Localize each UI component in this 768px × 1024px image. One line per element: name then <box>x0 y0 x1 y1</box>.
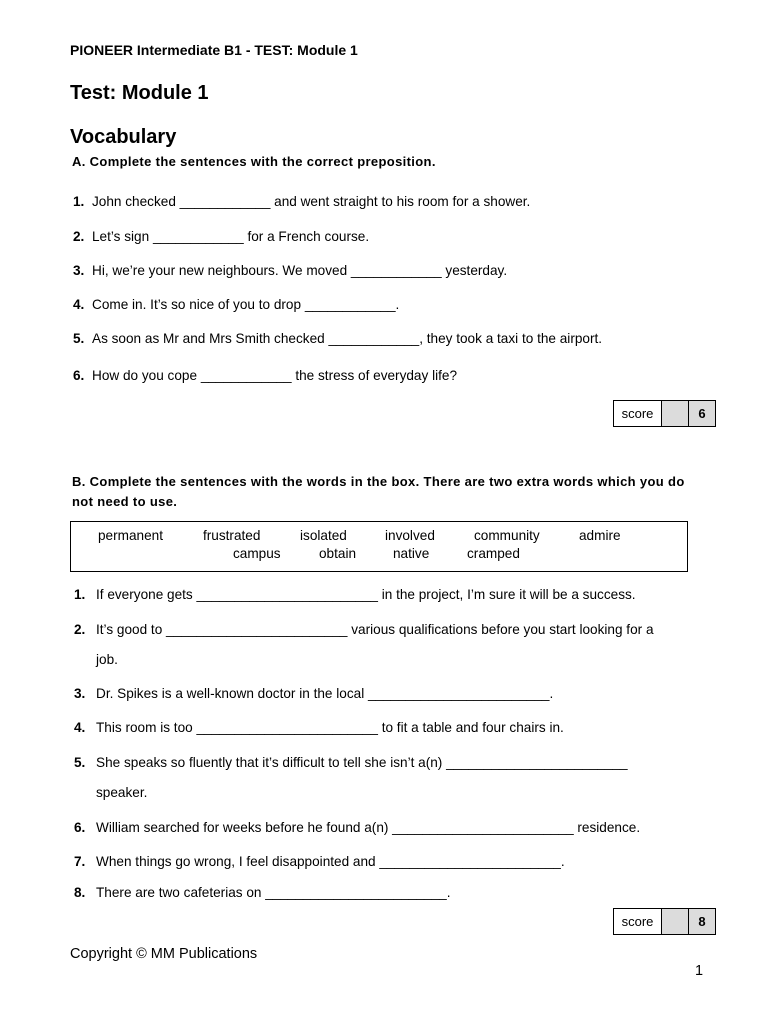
word-box-word: frustrated <box>203 528 261 543</box>
score-label: score <box>614 909 662 934</box>
item-number: 5. <box>74 755 86 770</box>
page-number: 1 <box>695 963 704 979</box>
item-number: 3. <box>73 263 85 278</box>
item-text: If everyone gets ________________________ in the project, I’m sure it will be a success. <box>96 587 636 602</box>
item-number: 6. <box>73 368 85 383</box>
item-text: She speaks so fluently that it’s difficult to tell she isn’t a(n) ________________________ <box>96 755 628 770</box>
word-box-word: community <box>474 528 540 543</box>
item-text: It’s good to ________________________ various qualifications before you start looking for a <box>96 622 654 637</box>
item-number: 6. <box>74 820 86 835</box>
item-number: 1. <box>74 587 86 602</box>
item-number: 3. <box>74 686 86 701</box>
item-number: 2. <box>73 229 85 244</box>
word-box-word: involved <box>385 528 435 543</box>
word-box-word: native <box>393 546 430 561</box>
item-number: 4. <box>74 720 86 735</box>
copyright: Copyright © MM Publications <box>70 946 258 962</box>
item-number: 2. <box>74 622 86 637</box>
item-text: William searched for weeks before he found a(n) ________________________ residence. <box>96 820 641 835</box>
word-box-word: campus <box>233 546 281 561</box>
section-title: Vocabulary <box>70 126 177 148</box>
word-box-word: admire <box>579 528 621 543</box>
item-text: John checked ____________ and went straight to his room for a shower. <box>92 194 531 209</box>
score-label: score <box>614 401 662 426</box>
item-number: 7. <box>74 854 86 869</box>
part-b-item-5-continuation: speaker. <box>96 785 148 800</box>
item-number: 8. <box>74 885 86 900</box>
item-number: 1. <box>73 194 85 209</box>
item-text: As soon as Mr and Mrs Smith checked ____________, they took a taxi to the airport. <box>92 331 603 346</box>
item-number: 4. <box>73 297 85 312</box>
item-text: Dr. Spikes is a well-known doctor in the local ________________________. <box>96 686 554 701</box>
part-b-item-2-continuation: job. <box>96 652 118 667</box>
item-text: Come in. It’s so nice of you to drop ____________. <box>92 297 400 312</box>
item-text: There are two cafeterias on ________________________. <box>96 885 451 900</box>
score-total: 6 <box>689 401 715 426</box>
item-text: Hi, we’re your new neighbours. We moved ____________ yesterday. <box>92 263 508 278</box>
score-field[interactable] <box>662 909 689 934</box>
page-title: Test: Module 1 <box>70 82 209 104</box>
word-box-word: cramped <box>467 546 520 561</box>
word-box-word: isolated <box>300 528 347 543</box>
document-header: PIONEER Intermediate B1 - TEST: Module 1 <box>70 42 358 58</box>
part-a-instruction: A. Complete the sentences with the correct preposition. <box>72 154 436 169</box>
word-box-word: permanent <box>98 528 163 543</box>
part-b-instruction: B. Complete the sentences with the words in the box. There are two extra words which you do not need to use. <box>72 474 685 509</box>
word-box-word: obtain <box>319 546 357 561</box>
item-number: 5. <box>73 331 85 346</box>
part-b-score-box <box>613 908 716 935</box>
item-text: Let’s sign ____________ for a French course. <box>92 229 370 244</box>
score-total: 8 <box>689 909 715 934</box>
item-text: How do you cope ____________ the stress of everyday life? <box>92 368 458 383</box>
score-field[interactable] <box>662 401 689 426</box>
word-box <box>70 521 688 572</box>
part-a-score-box <box>613 400 716 427</box>
item-text: When things go wrong, I feel disappointed and ________________________. <box>96 854 565 869</box>
item-text: This room is too ________________________ to fit a table and four chairs in. <box>96 720 564 735</box>
